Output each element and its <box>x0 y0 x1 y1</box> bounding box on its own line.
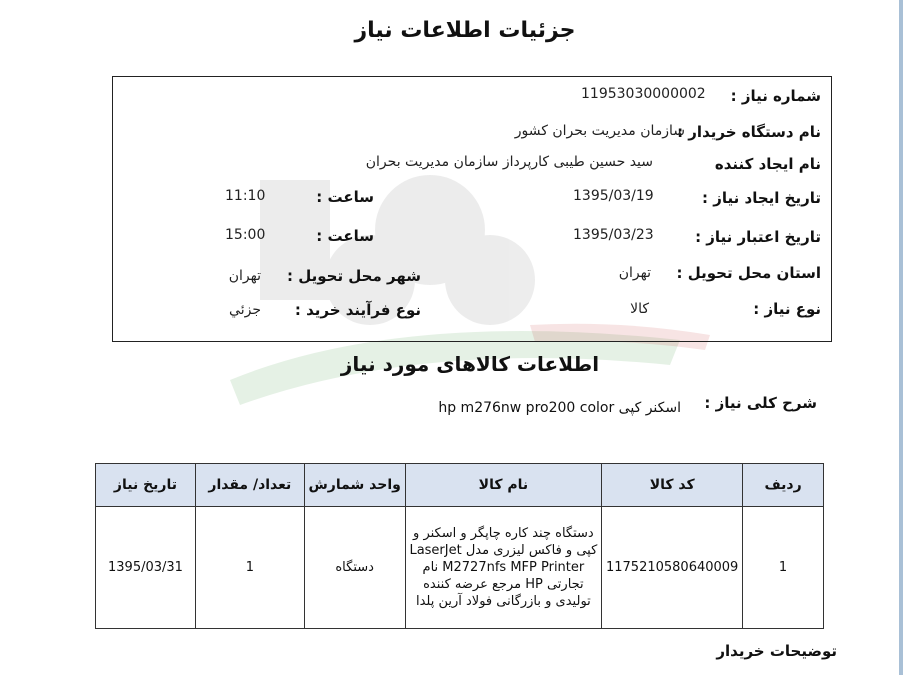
general-description-value: اسکنر کپی hp m276nw pro200 color <box>438 400 681 416</box>
validity-date-value: 1395/03/23 <box>573 227 654 243</box>
delivery-province-value: تهران <box>618 265 651 281</box>
need-info-box <box>112 76 832 342</box>
created-date-label: تاریخ ایجاد نیاز : <box>702 189 821 207</box>
delivery-province-label: استان محل تحویل : <box>676 264 821 282</box>
buyer-org-label: نام دستگاه خریدار : <box>677 123 821 141</box>
header-unit: واحد شمارش <box>304 464 405 507</box>
delivery-city-value: تهران <box>228 268 261 284</box>
need-type-label: نوع نیاز : <box>753 300 821 318</box>
cell-row-number: 1 <box>743 507 824 629</box>
created-time-value: 11:10 <box>225 188 266 204</box>
buyer-org-value: سازمان مدیریت بحران کشور <box>514 123 685 139</box>
table-row <box>96 507 824 629</box>
created-date-value: 1395/03/19 <box>573 188 654 204</box>
cell-unit: دستگاه <box>304 507 405 629</box>
table-header-row <box>96 464 824 507</box>
header-item-code: کد کالا <box>602 464 743 507</box>
header-need-date: تاریخ نیاز <box>96 464 196 507</box>
validity-time-value: 15:00 <box>225 227 266 243</box>
need-number-label: شماره نیاز : <box>730 87 821 105</box>
items-section-title: اطلاعات کالاهای مورد نیاز <box>340 352 600 376</box>
purchase-process-value: جزئي <box>229 302 261 318</box>
header-quantity: تعداد/ مقدار <box>195 464 304 507</box>
delivery-city-label: شهر محل تحویل : <box>286 267 421 285</box>
cell-need-date: 1395/03/31 <box>96 507 196 629</box>
window-edge <box>899 0 903 675</box>
validity-date-label: تاریخ اعتبار نیاز : <box>695 228 821 246</box>
general-description-label: شرح کلی نیاز : <box>704 394 817 412</box>
page-title: جزئیات اطلاعات نیاز <box>354 18 576 43</box>
header-item-name: نام کالا <box>405 464 602 507</box>
creator-value: سید حسین طیبی کارپرداز سازمان مدیریت بحران <box>365 154 653 170</box>
need-number-value: 11953030000002 <box>581 86 706 102</box>
header-row-number: ردیف <box>743 464 824 507</box>
cell-quantity: 1 <box>195 507 304 629</box>
buyer-notes-label: توضیحات خریدار <box>716 642 837 660</box>
created-time-label: ساعت : <box>316 188 374 206</box>
creator-label: نام ایجاد کننده <box>714 155 821 173</box>
cell-item-code: 1175210580640009 <box>602 507 743 629</box>
items-table <box>95 463 824 629</box>
purchase-process-label: نوع فرآیند خرید : <box>294 301 421 319</box>
need-type-value: کالا <box>630 301 649 317</box>
cell-item-name: دستگاه چند کاره چاپگر و اسکنر و کپی و فاکس لیزری مدل LaserJet M2727nfs MFP Printer نام تجارتی HP مرجع عرضه کننده تولیدی و بازرگانی فولاد آرین پلدا <box>405 507 602 629</box>
validity-time-label: ساعت : <box>316 227 374 245</box>
